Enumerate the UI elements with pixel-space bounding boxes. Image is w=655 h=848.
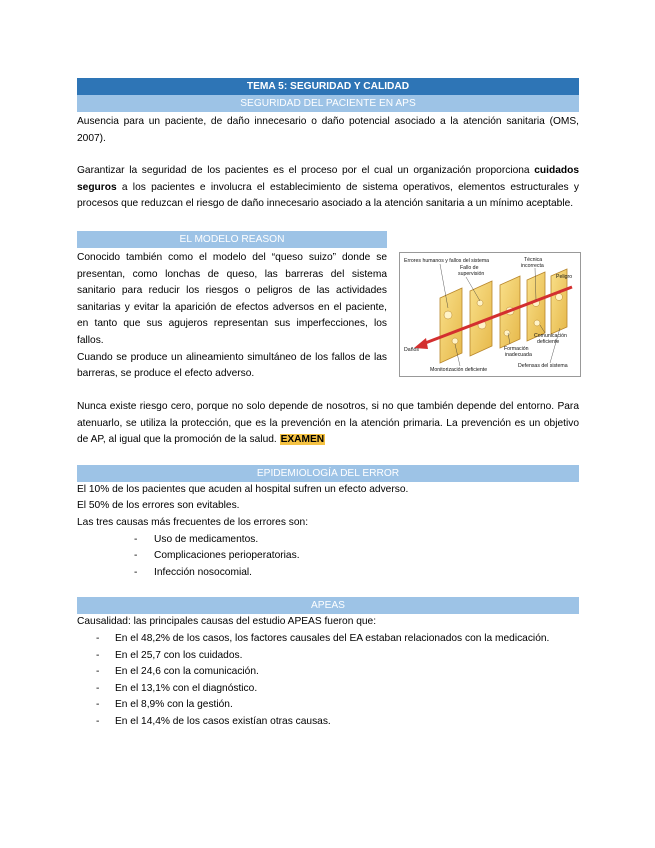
- list-item-text: Infección nosocomial.: [154, 566, 252, 578]
- reason-paragraph-2: Cuando se produce un alineamiento simultáneo de los fallos de las barreras, se produce el efecto adverso.: [77, 351, 387, 380]
- epi-line-1: El 10% de los pacientes que acuden al hospital sufren un efecto adverso.: [77, 483, 409, 495]
- list-item-text: En el 13,1% con el diagnóstico.: [115, 682, 258, 694]
- exam-highlight: EXAMEN: [280, 434, 325, 446]
- list-item: [134, 532, 579, 549]
- list-dash: -: [96, 632, 100, 644]
- label-errores: Errores humanos y fallos del sistema: [404, 257, 490, 264]
- section-heading-seguridad: SEGURIDAD DEL PACIENTE EN APS: [77, 95, 579, 112]
- list-item: [96, 648, 579, 665]
- epi-line-3: Las tres causas más frecuentes de los errores son:: [77, 516, 309, 528]
- label-monitorizacion: Monitorización deficiente: [430, 366, 488, 373]
- swiss-cheese-svg: [400, 253, 580, 376]
- label-fallo: Fallo de: [460, 264, 479, 271]
- intro-text-a: Garantizar la seguridad de los pacientes es el proceso por el cual un organización proporciona: [77, 165, 535, 177]
- section-heading-epidemiologia: EPIDEMIOLOGÍA DEL ERROR: [77, 465, 579, 482]
- list-item-text: Uso de medicamentos.: [154, 533, 259, 545]
- label-tecnica: Técnica: [524, 256, 543, 263]
- apeas-list: [77, 631, 579, 731]
- definition-paragraph: Ausencia para un paciente, de daño innecesario o daño potencial asociado a la atención sanitaria (OMS, 2007).: [77, 116, 579, 144]
- cheese-slice-1: [440, 288, 462, 363]
- list-dash: -: [134, 533, 138, 545]
- intro-paragraph: [77, 163, 579, 213]
- list-item: [96, 681, 579, 698]
- label-formacion: Formación: [504, 345, 529, 352]
- epi-line-2: El 50% de los errores son evitables.: [77, 500, 240, 512]
- list-dash: -: [96, 666, 100, 678]
- epi-causes-list: [77, 532, 579, 582]
- list-item-text: En el 24,6 con la comunicación.: [115, 666, 259, 678]
- list-item-text: En el 14,4% de los casos existían otras causas.: [115, 715, 331, 727]
- intro-bold: cuidados seguros: [77, 165, 579, 193]
- label-formacion-2: inadecuada: [505, 351, 532, 358]
- label-danos: Daños: [404, 346, 419, 353]
- riesgo-text: Nunca existe riesgo cero, porque no solo depende de nosotros, si no que también depende del entorno. Para atenuarlo, se utiliza la protección, que es la prevención en la atención primaria. La prevención es un objetivo de AP, al igual que la promoción de la salud.: [77, 400, 579, 446]
- list-dash: -: [96, 649, 100, 661]
- label-tecnica-2: incorrecta: [521, 262, 544, 269]
- intro-text-b: a los pacientes e involucra el establecimiento de sistema operativos, elementos estructurales y procesos que reduzcan el riesgo de daño innecesario asociado a la atención sanitaria a un mínimo aceptable.: [77, 181, 579, 210]
- list-item: [96, 697, 579, 714]
- swiss-cheese-diagram: [399, 252, 581, 377]
- list-dash: -: [134, 566, 138, 578]
- apeas-intro: Causalidad: las principales causas del estudio APEAS fueron que:: [77, 616, 377, 628]
- page: [77, 78, 579, 730]
- list-item-text: En el 8,9% con la gestión.: [115, 699, 233, 711]
- label-peligro: Peligro: [556, 273, 573, 280]
- section-heading-apeas: APEAS: [77, 597, 579, 614]
- label-fallo-2: supervisión: [458, 270, 485, 277]
- list-item-text: En el 48,2% de los casos, los factores causales del EA estaban relacionados con la medicación.: [115, 632, 550, 644]
- list-dash: -: [134, 550, 138, 562]
- cheese-slice-4: [527, 272, 545, 341]
- list-item: [134, 548, 579, 565]
- label-comunicacion-2: deficiente: [537, 338, 560, 345]
- list-item: [134, 565, 579, 582]
- list-dash: -: [96, 715, 100, 727]
- reason-paragraph-1: Conocido también como el modelo del “queso suizo” donde se presentan, como lonchas de queso, las barreras del sistema sanitario para reducir los riesgos o peligros de las actividades sanitarias y evitar la aparición de efectos adversos en el paciente, en tanto que sus agujeros representan sus imperfecciones, los fallos.: [77, 251, 387, 346]
- document-title: TEMA 5: SEGURIDAD Y CALIDAD: [77, 78, 579, 95]
- list-dash: -: [96, 699, 100, 711]
- label-comunicacion: Comunicación: [534, 332, 567, 339]
- list-dash: -: [96, 682, 100, 694]
- list-item-text: En el 25,7 con los cuidados.: [115, 649, 243, 661]
- riesgo-paragraph: [77, 399, 579, 449]
- list-item-text: Complicaciones perioperatorias.: [154, 550, 300, 562]
- label-defensas: Defensas del sistema: [518, 362, 568, 369]
- reason-section: [77, 231, 579, 383]
- list-item: [96, 664, 579, 681]
- list-item: [96, 631, 579, 648]
- section-heading-reason: EL MODELO REASON: [77, 231, 387, 248]
- list-item: [96, 714, 579, 731]
